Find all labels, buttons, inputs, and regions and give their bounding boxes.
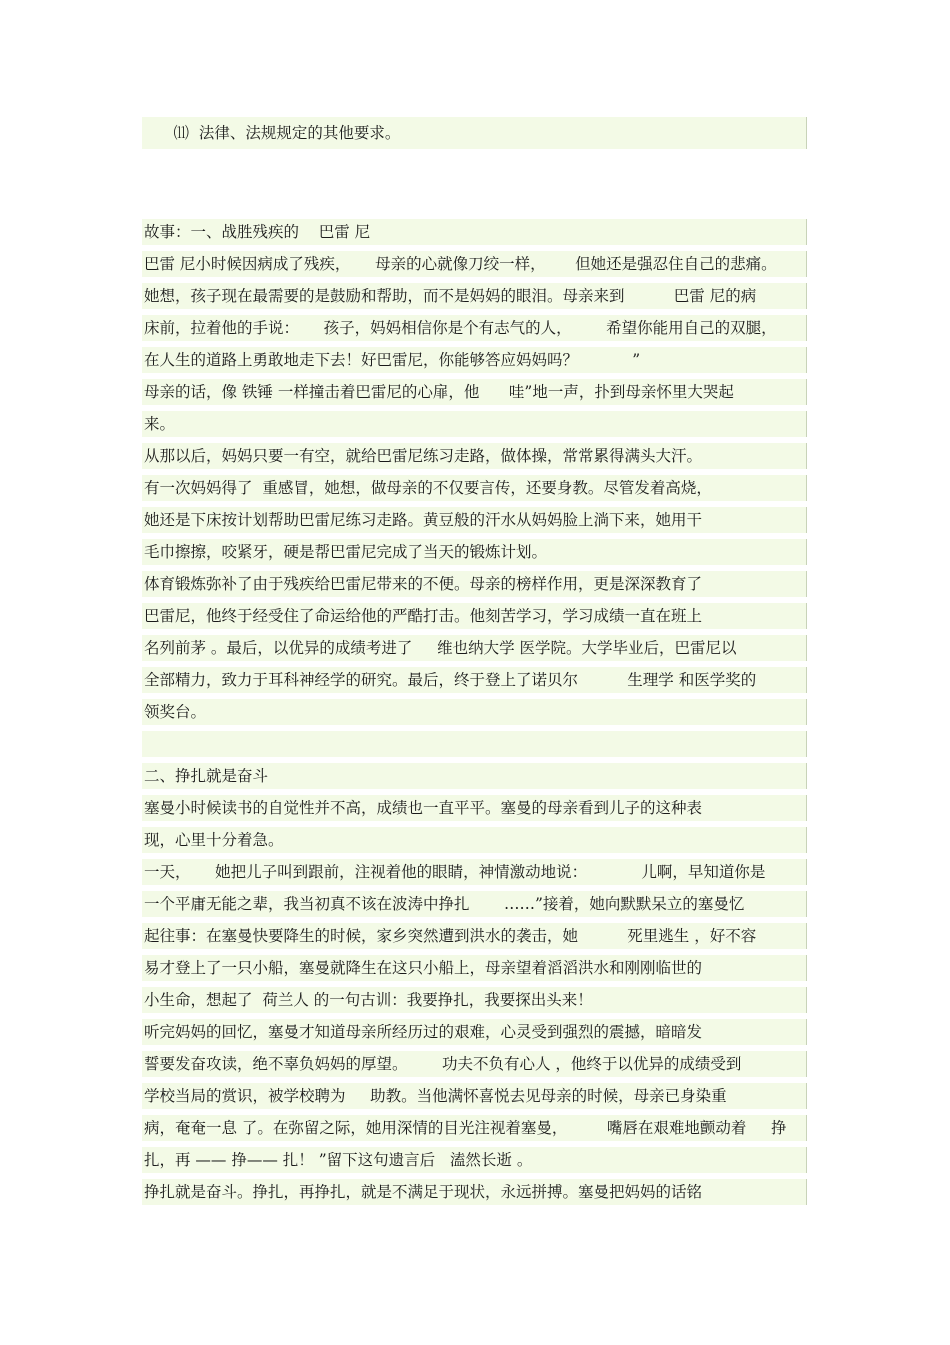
text-line: 领奖台。: [142, 699, 807, 725]
text-line: 易才登上了一只小船，塞曼就降生在这只小船上，母亲望着滔滔洪水和刚刚临世的: [142, 955, 807, 981]
text-line: 母亲的话，像 铁锤 一样撞击着巴雷尼的心扉，他 哇”地一声，扑到母亲怀里大哭起: [142, 379, 807, 405]
text-line: 全部精力，致力于耳科神经学的研究。最后，终于登上了诺贝尔 生理学 和医学奖的: [142, 667, 807, 693]
text-line: 塞曼小时候读书的自觉性并不高，成绩也一直平平。塞曼的母亲看到儿子的这种表: [142, 795, 807, 821]
text-line: 听完妈妈的回忆，塞曼才知道母亲所经历过的艰难，心灵受到强烈的震撼，暗暗发: [142, 1019, 807, 1045]
text-line: 巴雷 尼小时候因病成了残疾， 母亲的心就像刀绞一样， 但她还是强忍住自己的悲痛。: [142, 251, 807, 277]
text-line: 挣扎就是奋斗。挣扎，再挣扎，就是不满足于现状，永远拼搏。塞曼把妈妈的话铭: [142, 1179, 807, 1205]
text-line: 起往事：在塞曼快要降生的时候，家乡突然遭到洪水的袭击，她 死里逃生 ，好不容: [142, 923, 807, 949]
text-line: 床前，拉着他的手说： 孩子，妈妈相信你是个有志气的人， 希望你能用自己的双腿，: [142, 315, 807, 341]
text-line: 体育锻炼弥补了由于残疾给巴雷尼带来的不便。母亲的榜样作用，更是深深教育了: [142, 571, 807, 597]
text-line: 来。: [142, 411, 807, 437]
text-line: 小生命，想起了 荷兰人 的一句古训：我要挣扎，我要探出头来！: [142, 987, 807, 1013]
text-line: 现，心里十分着急。: [142, 827, 807, 853]
text-line: 她还是下床按计划帮助巴雷尼练习走路。黄豆般的汗水从妈妈脸上淌下来，她用干: [142, 507, 807, 533]
blank-line: [142, 731, 807, 757]
text-line: 病，奄奄一息 了。在弥留之际，她用深情的目光注视着塞曼， 嘴唇在艰难地颤动着 挣: [142, 1115, 807, 1141]
text-line: 学校当局的赏识，被学校聘为 助教。当他满怀喜悦去见母亲的时候，母亲已身染重: [142, 1083, 807, 1109]
text-line: 在人生的道路上勇敢地走下去！好巴雷尼，你能够答应妈妈吗？ ”: [142, 347, 807, 373]
section-heading: 二、挣扎就是奋斗: [142, 763, 807, 789]
text-line: 有一次妈妈得了 重感冒，她想，做母亲的不仅要言传，还要身教。尽管发着高烧，: [142, 475, 807, 501]
text-line: 她想，孩子现在最需要的是鼓励和帮助，而不是妈妈的眼泪。母亲来到 巴雷 尼的病: [142, 283, 807, 309]
text-line: 巴雷尼，他终于经受住了命运给他的严酷打击。他刻苦学习，学习成绩一直在班上: [142, 603, 807, 629]
text-line: 名列前茅 。最后，以优异的成绩考进了 维也纳大学 医学院。大学毕业后，巴雷尼以: [142, 635, 807, 661]
text-line: 一个平庸无能之辈，我当初真不该在波涛中挣扎 ……”接着，她向默默呆立的塞曼忆: [142, 891, 807, 917]
text-line: 从那以后，妈妈只要一有空，就给巴雷尼练习走路，做体操，常常累得满头大汗。: [142, 443, 807, 469]
text-line-item-11: ⑾ 法律、法规规定的其他要求。: [142, 117, 807, 149]
text-line: 一天， 她把儿子叫到跟前，注视着他的眼睛，神情激动地说： 儿啊，早知道你是: [142, 859, 807, 885]
text-line: 毛巾擦擦，咬紧牙，硬是帮巴雷尼完成了当天的锻炼计划。: [142, 539, 807, 565]
text-line: 扎，再 —— 挣—— 扎！ ”留下这句遗言后 溘然长逝 。: [142, 1147, 807, 1173]
text-line: 故事：一、战胜残疾的 巴雷 尼: [142, 219, 807, 245]
text-line: 誓要发奋攻读，绝不辜负妈妈的厚望。 功夫不负有心人 ，他终于以优异的成绩受到: [142, 1051, 807, 1077]
